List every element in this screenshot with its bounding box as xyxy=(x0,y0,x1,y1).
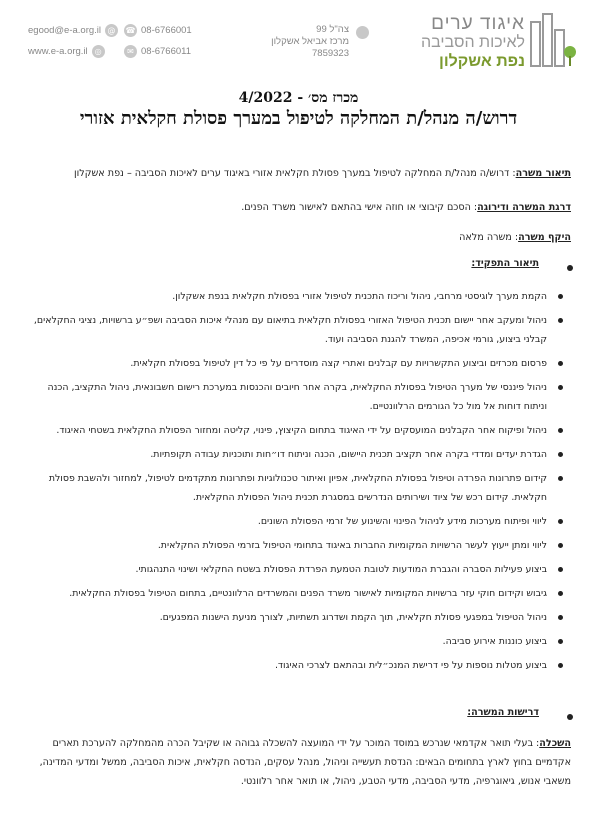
section-bullet xyxy=(567,265,573,271)
job-scope-label: היקף משרה xyxy=(518,232,571,243)
job-grade-label: דרגת המשרה ודירוגה xyxy=(477,202,571,213)
fax-number: 08-6766011 xyxy=(141,45,192,57)
email-icon: @ xyxy=(105,24,118,37)
job-grade-text: : הסכם קיבוצי או חוזה אישי בהתאם לאישור משרד הפנים. xyxy=(241,202,478,213)
list-item: ביצוע מטלות נוספות על פי דרישת המנכ״לית ובהתאם לצרכי האיגוד. xyxy=(25,656,565,675)
address-line-1: צה"ל 99 xyxy=(316,24,349,35)
job-description-label: תיאור משרה xyxy=(515,168,571,179)
list-item: פרסום מכרזים וביצוע התקשרויות עם קבלנים ואתרי קצה מוסדרים על פי כל דין לטיפול בפסולת חקלאית. xyxy=(25,354,565,373)
job-scope-text: : משרה מלאה xyxy=(459,232,519,243)
address-line-2: מרכז אביאל אשקלון xyxy=(271,35,349,47)
home-icon xyxy=(356,26,369,39)
letterhead xyxy=(0,0,597,82)
job-grade xyxy=(23,198,571,217)
job-scope xyxy=(23,228,571,247)
city-logo-icon xyxy=(529,12,577,68)
job-description xyxy=(23,164,571,183)
list-item: ביצוע כוננות אירוע סביבה. xyxy=(25,632,565,651)
section-bullet xyxy=(567,714,573,720)
list-item: גיבוש וקידום חוקי עזר ברשויות המקומיות לאישור משרד הפנים והמשרדים הרלוונטיים, בתחום הטיפול בפסולת החקלאית. xyxy=(25,584,565,603)
contact-address xyxy=(271,24,349,60)
role-list xyxy=(25,287,565,680)
role-heading: תיאור התפקיד: xyxy=(471,258,539,269)
tender-number: מכרז מס׳ - 4/2022 xyxy=(238,90,359,106)
fax-icon: ✉ xyxy=(124,45,137,58)
education-text: : בעלי תואר אקדמאי שנרכש במוסד המוכר על ידי המועצה להשכלה גבוהה או שקיבל הכרה מהמחלקה להערכת תארים אקדמיים בחוץ לארץ בתחומים הבאים: הנדסת תעשייה וניהול, מנהל עסקים, הנדסה חקלאית, איכות הסביבה, ממשל ומדעי המדינה, משאבי אנוש, גיאוגרפיה, מדעי הסביבה, מדעי הטבע, ניהול, או תואר אחר רלוונטי. xyxy=(39,738,571,787)
list-item: קידום פתרונות הפרדה וטיפול בפסולת החקלאית, אפיון ואיתור טכנולוגיות ופתרונות מתקדמים לטיפול, למחזור ולהשבת פסולת חקלאית. קידום רכש של ציוד ושירותים הנדרשים במסגרת תכנית ניהול הפסולת החקלאית. xyxy=(25,469,565,507)
list-item: ניהול פיננסי של מערך הטיפול בפסולת החקלאית, בקרה אחר חיובים והכנסות במערכת רישום חשבונאית, ניהול התקציב, הכנה וניתוח דוחות אל מול כל הגורמים הרלוונטיים. xyxy=(25,378,565,416)
list-item: הגדרת יעדים ומדדי בקרה אחר תקציב תכנית היישום, הכנה וניתוח דו״חות ותוכניות עבודה תקופתיות. xyxy=(25,445,565,464)
logo-line-2: לאיכות הסביבה xyxy=(420,34,525,51)
list-item: ליווי ופיתוח מערכות מידע לניהול הפינוי והשינוע של זרמי הפסולת השונים. xyxy=(25,512,565,531)
organization-logo-text xyxy=(421,14,525,70)
list-item: הקמת מערך לוגיסטי מרחבי, ניהול וריכוז התכנית לטיפול אזורי בפסולת חקלאית בנפת אשקלון. xyxy=(25,287,565,306)
requirements-heading: דרישות המשרה: xyxy=(467,707,539,718)
phone-icon: ☎ xyxy=(124,24,137,37)
page-title: דרוש/ה מנהל/ת המחלקה לטיפול במערך פסולת חקלאית אזורי xyxy=(79,108,518,129)
logo-line-1: איגוד ערים xyxy=(431,13,525,34)
globe-icon: ◎ xyxy=(92,45,105,58)
email-address[interactable]: egood@e-a.org.il xyxy=(28,24,102,36)
website-link[interactable]: www.e-a.org.il xyxy=(28,45,88,57)
list-item: ביצוע פעילות הסברה והגברת המודעות לטובת הטמעת הפרדת הפסולת בשטח החקלאי ושינוי התנהגותי. xyxy=(25,560,565,579)
address-line-3: 7859323 xyxy=(312,47,349,59)
list-item: ליווי ומתן ייעוץ לעשר הרשויות המקומיות החברות באיגוד בתחומי הטיפול בזרמי הפסולת החקלאית. xyxy=(25,536,565,555)
list-item: ניהול הטיפול במפגעי פסולת חקלאית, תוך הקמת ושדרוג תשתיות, לצורך מניעת הישנות המפגעים. xyxy=(25,608,565,627)
contact-phones xyxy=(124,24,192,66)
job-description-text: : דרוש/ה מנהל/ת המחלקה לטיפול במערך פסולת חקלאית אזורי באיגוד ערים לאיכות הסביבה – נפת אשקלון xyxy=(74,168,516,179)
phone-number: 08-6766001 xyxy=(141,24,192,36)
contact-web xyxy=(28,24,118,66)
education-requirement xyxy=(23,734,571,791)
logo-line-3: נפת אשקלון xyxy=(439,53,525,70)
list-item: ניהול ופיקוח אחר הקבלנים המועסקים על ידי האיגוד בתחום הקיצוץ, פינוי, קליטה ומחזור הפסולת החקלאית בשטחי האיגוד. xyxy=(25,421,565,440)
education-label: השכלה xyxy=(539,738,571,749)
list-item: ניהול ומעקב אחר יישום תכנית הטיפול האזורי בפסולת חקלאית בתיאום עם מנהלי איכות הסביבה ושפ״ע ברשויות, נציגי החקלאים, קבלני ביצוע, גורמי אכיפה, המשרד להגנת הסביבה ועוד. xyxy=(25,311,565,349)
